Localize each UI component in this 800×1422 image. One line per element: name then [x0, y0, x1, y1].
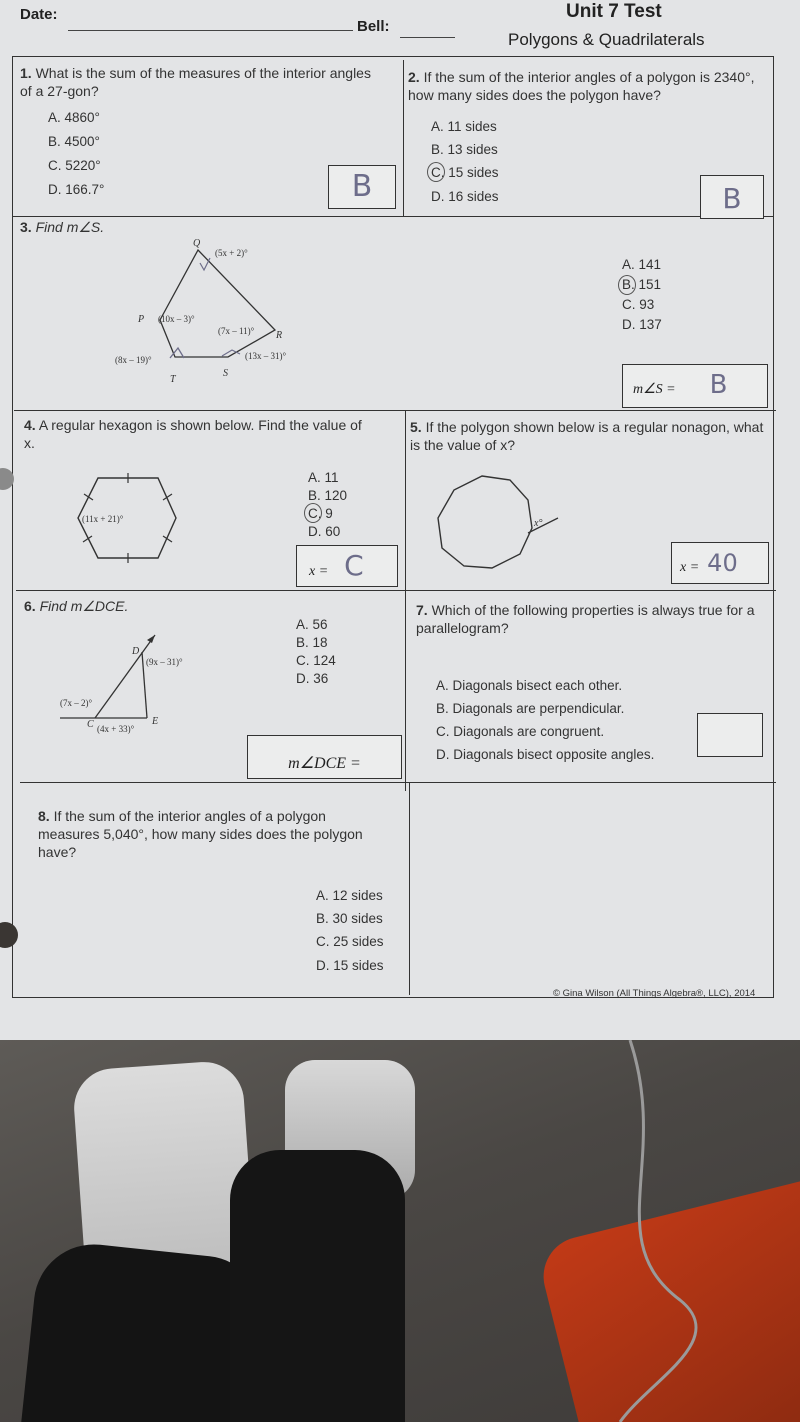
- q3-handwritten-answer: B: [709, 370, 728, 400]
- question-1-number: 1.: [20, 65, 32, 81]
- question-4-number: 4.: [24, 417, 36, 433]
- q5-angle-label: x°: [534, 518, 543, 529]
- question-7-number: 7.: [416, 602, 428, 618]
- q6-arrowhead: [147, 635, 155, 643]
- question-2-text: If the sum of the interior angles of a polygon is 2340°, how many sides does the polygon have?: [408, 69, 755, 103]
- q3-pentagon-figure: [100, 230, 320, 390]
- q2-circled-mark: [427, 162, 445, 182]
- row-divider-3: [16, 590, 776, 591]
- col-divider-1: [403, 60, 404, 216]
- q3-vertex-q: Q: [193, 238, 201, 249]
- col-divider-2: [405, 411, 406, 791]
- question-5-text: If the polygon shown below is a regular nonagon, what is the value of x?: [410, 419, 764, 453]
- row-divider-1: [12, 216, 774, 217]
- question-1: [20, 64, 380, 100]
- question-8: [38, 807, 388, 861]
- q1-choice-c: C. 5220°: [48, 158, 101, 173]
- q3-answer-label: m∠S =: [633, 382, 676, 397]
- q2-choice-a: A. 11 sides: [431, 119, 497, 134]
- q3-angle-p: (10x – 3)°: [158, 314, 195, 324]
- question-3: [20, 218, 104, 236]
- row-divider-4: [20, 782, 776, 783]
- q3-angle-s: (13x – 31)°: [245, 351, 287, 361]
- q1-choice-b: B. 4500°: [48, 134, 100, 149]
- q1-choice-d: D. 166.7°: [48, 182, 105, 197]
- q4-angle-label: (11x + 21)°: [82, 514, 124, 524]
- right-pant-leg: [230, 1150, 405, 1422]
- q6-vertex-c: C: [87, 719, 94, 730]
- q1-answer-box[interactable]: [328, 165, 396, 209]
- q3-choice-c: C. 93: [622, 297, 655, 312]
- q3-vertex-r: R: [276, 330, 283, 341]
- test-subtitle: Polygons & Quadrilaterals: [508, 30, 705, 49]
- question-5: [410, 418, 770, 454]
- q4-answer-label: x =: [309, 564, 329, 579]
- q4-choice-a: A. 11: [308, 470, 339, 485]
- q2-answer-box[interactable]: [700, 175, 764, 219]
- row-divider-2: [14, 410, 776, 411]
- q6-angle-d: (9x – 31)°: [146, 657, 183, 667]
- floor-background: [0, 1040, 800, 1422]
- question-1-text: What is the sum of the measures of the interior angles of a 27-gon?: [20, 65, 371, 99]
- q3-angle-t: (8x – 19)°: [115, 355, 152, 365]
- q3-angle-r: (7x – 11)°: [218, 326, 255, 336]
- cable-line: [620, 1040, 696, 1422]
- q6-angle-e: (4x + 33)°: [97, 724, 135, 734]
- q2-choice-b: B. 13 sides: [431, 142, 498, 157]
- q3-answer-box[interactable]: [622, 364, 768, 408]
- question-7: [416, 601, 766, 637]
- q7-choice-c: C. Diagonals are congruent.: [436, 724, 605, 739]
- q3-choice-b: B. 151: [622, 277, 662, 292]
- q6-angle-c: (7x – 2)°: [60, 698, 93, 708]
- question-6-text: Find m∠DCE.: [39, 598, 129, 614]
- question-2-number: 2.: [408, 69, 420, 85]
- q7-choice-d: D. Diagonals bisect opposite angles.: [436, 747, 655, 762]
- q6-vertex-d: D: [132, 646, 140, 657]
- q4-choice-d: D. 60: [308, 524, 341, 539]
- q3-choice-a: A. 141: [622, 257, 662, 272]
- question-6-number: 6.: [24, 598, 36, 614]
- test-title: Unit 7 Test: [566, 1, 662, 22]
- question-4-text: A regular hexagon is shown below. Find the value of x.: [24, 417, 362, 451]
- q2-handwritten-answer: B: [722, 182, 742, 215]
- q2-choice-c: C. 15 sides: [431, 165, 499, 180]
- q5-nonagon-figure: [430, 470, 570, 580]
- q7-choice-a: A. Diagonals bisect each other.: [436, 678, 623, 693]
- question-2: [408, 68, 758, 104]
- date-label: Date:: [20, 6, 58, 23]
- q3-angle-q: (5x + 2)°: [215, 248, 248, 258]
- q3-circled-mark: [618, 275, 636, 295]
- q6-choice-a: A. 56: [296, 617, 328, 632]
- q8-choice-d: D. 15 sides: [316, 958, 384, 973]
- q8-choice-b: B. 30 sides: [316, 911, 383, 926]
- q1-handwritten-answer: B: [351, 169, 373, 204]
- q8-choice-c: C. 25 sides: [316, 934, 384, 949]
- question-6: [24, 597, 128, 615]
- q5-answer-box[interactable]: [671, 542, 769, 584]
- q6-answer-box[interactable]: [247, 735, 402, 779]
- bell-label: Bell:: [357, 18, 390, 35]
- q4-circled-mark: [304, 503, 322, 523]
- q3-pentagon: [160, 250, 275, 357]
- q4-choice-b: B. 120: [308, 488, 348, 503]
- question-7-text: Which of the following properties is always true for a parallelogram?: [416, 602, 755, 636]
- q4-tick-upper-left: [84, 494, 93, 500]
- question-8-number: 8.: [38, 808, 50, 824]
- q7-choice-b: B. Diagonals are perpendicular.: [436, 701, 625, 716]
- q4-answer-box[interactable]: [296, 545, 398, 587]
- q5-handwritten-answer: 40: [707, 549, 738, 577]
- question-3-text: Find m∠S.: [35, 219, 105, 235]
- q5-nonagon: [438, 476, 532, 568]
- q3-vertex-t: T: [170, 374, 176, 385]
- q6-choice-c: C. 124: [296, 653, 336, 668]
- q6-choice-d: D. 36: [296, 671, 329, 686]
- q3-vertex-s: S: [223, 368, 228, 379]
- q6-triangle-figure: [55, 630, 215, 745]
- copyright-notice: © Gina Wilson (All Things Algebra®, LLC), 2014: [553, 988, 756, 999]
- q5-extended-side: [528, 518, 558, 533]
- bell-line: [400, 37, 455, 38]
- question-3-number: 3.: [20, 219, 32, 235]
- q3-check-mark-q: [200, 258, 210, 270]
- q4-choice-c: C. 9: [308, 506, 333, 521]
- q3-choice-d: D. 137: [622, 317, 662, 332]
- question-4: [24, 416, 374, 452]
- q4-hexagon-figure: [70, 470, 190, 570]
- question-8-text: If the sum of the interior angles of a polygon measures 5,040°, how many sides does the polygon have?: [38, 808, 363, 860]
- question-5-number: 5.: [410, 419, 422, 435]
- q7-answer-box[interactable]: [697, 713, 763, 757]
- q6-choice-b: B. 18: [296, 635, 328, 650]
- q3-vertex-p: P: [138, 314, 145, 325]
- q4-handwritten-answer: C: [344, 549, 364, 582]
- q2-choice-d: D. 16 sides: [431, 189, 499, 204]
- col-divider-3: [409, 783, 410, 995]
- q6-answer-label: m∠DCE =: [288, 755, 361, 772]
- q5-answer-label: x =: [680, 560, 700, 575]
- q1-choice-a: A. 4860°: [48, 110, 100, 125]
- q8-choice-a: A. 12 sides: [316, 888, 383, 903]
- date-line: [68, 30, 353, 31]
- cable: [560, 1040, 800, 1422]
- q6-vertex-e: E: [152, 716, 159, 727]
